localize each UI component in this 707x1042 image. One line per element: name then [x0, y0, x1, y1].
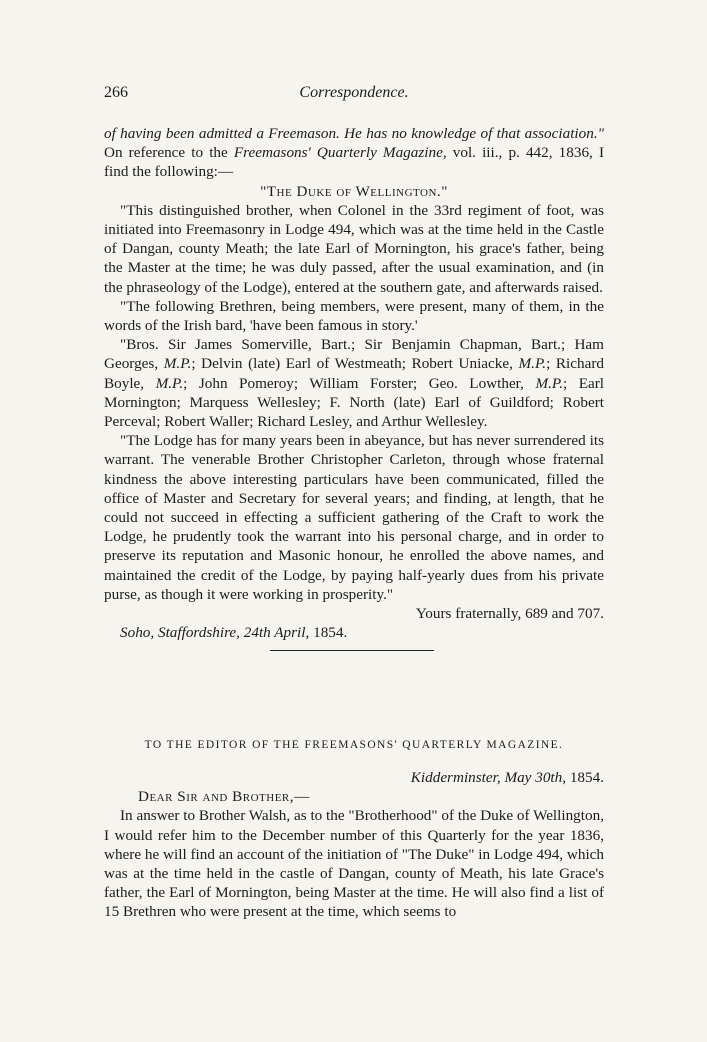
members-list: "Bros. Sir James Somerville, Bart.; Sir Benjamin Chapman, Bart.; Ham Georges, M.P.; Delvin (late) Earl of Westmeath; Robert Uniacke, M.P.; Richard Boyle, M.P.; John Pomeroy; William Forster; Geo. Lowther, M.P.; Earl Mornington; Marquess Wellesley; F. North (late) Earl of Guildford; Robert Perceval; Robert Waller; Richard Lesley, and Arthur Wellesley.: [104, 336, 605, 431]
signoff: Yours fraternally, 689 and 707.: [415, 605, 604, 623]
page-number: 266: [104, 84, 128, 101]
letter-two: [104, 768, 604, 922]
intro-paragraph: of having been admitted a Freemason. He has no knowledge of that association." On reference to the Freemasons' Quarterly Magazine, vol. iii., p. 442, 1836, I find the following:—: [104, 125, 605, 181]
letter-body: In answer to Brother Walsh, as to the "Brotherhood" of the Duke of Wellington, I would refer him to the December number of this Quarterly for the year 1836, where he will find an account of the initiation of "The Duke" in Lodge 494, which was at the time held in the castle of Dangan, county of Meath, his late Grace's father, the Earl of Mornington, being Master at the time. He will also find a list of 15 Brethren who were present at the time, which seems to: [104, 807, 604, 921]
running-title: Correspondence.: [299, 84, 409, 101]
place-date: Soho, Staffordshire, 24th April, 1854.: [120, 624, 348, 642]
salutation: Dear Sir and Brother,—: [138, 788, 310, 806]
letter-one: [104, 124, 604, 642]
page-header: [104, 84, 604, 108]
quote-paragraph: "The following Brethren, being members, were present, many of them, in the words of the Irish bard, 'have been famous in story.': [104, 297, 604, 335]
quote-paragraph: "This distinguished brother, when Colonel in the 33rd regiment of foot, was initiated into Freemasonry in Lodge 494, which was at the time held in the Castle of Dangan, county Meath; the late Earl of Mornington, his grace's father, being the Master at the time; he was duly passed, after the usual examination, and (in the phraseology of the Lodge), entered at the southern gate, and afterwards raised.: [104, 201, 604, 296]
quote-title: "The Duke of Wellington.": [260, 182, 448, 200]
section-divider: [270, 650, 434, 651]
dateline: Kidderminster, May 30th, 1854.: [410, 769, 604, 786]
letter-heading: TO THE EDITOR OF THE FREEMASONS' QUARTERLY MAGAZINE.: [144, 739, 564, 751]
quote-paragraph: "The Lodge has for many years been in abeyance, but has never surrendered its warrant. The venerable Brother Christopher Carleton, through whose fraternal kindness the above interesting particulars have been communicated, filled the office of Master and Secretary for several years; and finding, at length, that he could not succeed in effecting a sufficient gathering of the Craft to work the Lodge, he prudently took the warrant into his personal charge, and in order to preserve its reputation and Masonic honour, he enrolled the above names, and maintained the credit of the Lodge, by paying half-yearly dues from his private purse, as though it were working in prosperity.": [104, 432, 604, 603]
